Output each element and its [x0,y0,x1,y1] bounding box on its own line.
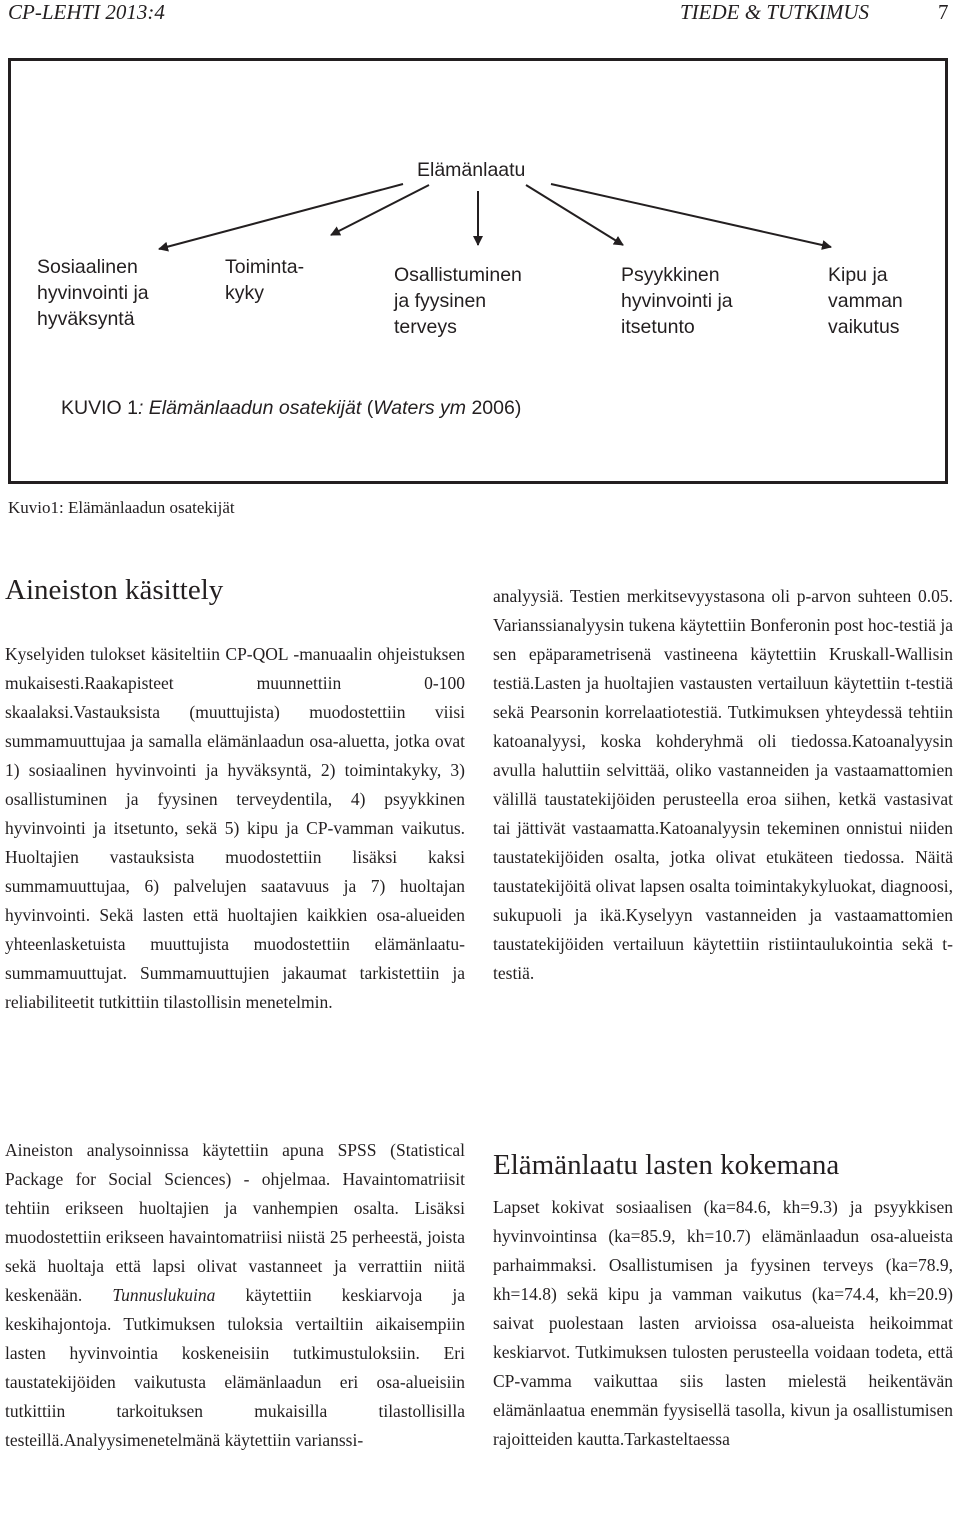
section-heading-elamanlaatu-lasten-kokemana: Elämänlaatu lasten kokemana [493,1149,840,1181]
figure-label: Kuvio1: Elämänlaadun osatekijät [8,498,235,517]
paragraph-left-1: Kyselyiden tulokset käsiteltiin CP-QOL -manuaalin ohjeistuksen mukaisesti.Raakapisteet muunnettiin 0-100 skaalaksi.Vastauksista (muuttujista) muodostettiin viisi summamuuttujaa ja samalla elämänlaadun osa-aluetta, jotka ovat 1) sosiaalinen hyvinvointi ja hyväksyntä, 2) toimintakyky, 3) osallistuminen ja fyysinen terveydentila, 4) psyykkinen hyvinvointi ja itsetunto, sekä 5) kipu ja CP-vamman vaikutus. Huoltajien vastauksista muodostettiin lisäksi kaksi summamuuttujaa, 6) palvelujen saatavuus ja 7) huoltajan hyvinvointi. Sekä lasten että huoltajien kaikkien osa-alueiden yhteenlasketuista muuttujista muodostettiin elämänlaatu-summamuuttujat. Summamuuttujien jakaumat tarkistettiin ja reliabiliteetit tutkittiin tilastollisin menetelmin. [5,644,465,1012]
diagram-node-sosiaalinen: Sosiaalinen hyvinvointi ja hyväksyntä [37,256,149,330]
arrow-to-psyykkinen [526,185,623,245]
paragraph-left-2: Aineiston analysoinnissa käytettiin apuna SPSS (Statistical Package for Social Sciences) - ohjelmaa. Havaintomatriisit tehtiin erikseen huoltajien ja vanhempien osalta. Lisäksi muodostettiin erikseen havaintomatriisi niistä 25 perheestä, joista sekä huoltaja että lapsi olivat vastanneet ja verrattiin niitä keskenään. Tunnuslukuina käytettiin keskiarvoja ja keskihajontoja. Tutkimuksen tuloksia vertailtiin aikaisempiin lasten hyvinvointia koskeneisiin tutkimustuloksiin. Eri taustatekijöiden vaikutusta elämänlaadun eri osa-alueisiin tutkittiin tarkoituksen mukaisilla tilastollisilla testeillä.Analyysimenetelmänä käytettiin varianssi- [5,1140,465,1450]
paragraph-right-2: Lapset kokivat sosiaalisen (ka=84.6, kh=9.3) ja psyykkisen hyvinvointinsa (ka=85.9, kh=10.7) elämänlaadun osa-alueista parhaimmaksi. Osallistumisen ja fyysinen terveys (ka=78.9, kh=14.8) sekä kipu ja vamman vaikutus (ka=74.4, kh=20.9) saivat puolestaan lasten arvioissa osa-alueista heikoimmat keskiarvot. Tutkimuksen tulosten perusteella voidaan todeta, että CP-vamma vaikuttaa siis lasten mielestä heikentävän elämänlaatua enemmän fyysisellä tasolla, kivun ja osallistumisen rajoitteiden kautta.Tarkasteltaessa [493,1197,953,1449]
diagram-node-psyykkinen: Psyykkinen hyvinvointi ja itsetunto [621,264,733,338]
diagram-node-kipu: Kipu ja vamman vaikutus [828,264,903,338]
arrow-to-kipu [551,184,831,247]
journal-issue: CP-LEHTI 2013:4 [8,0,165,24]
diagram-root-node: Elämänlaatu [417,159,526,181]
figure-caption: KUVIO 1: Elämänlaadun osatekijät (Waters ym 2006) [61,397,522,419]
arrow-to-toimintakyky [331,185,429,235]
running-head [0,0,960,30]
section-title: TIEDE & TUTKIMUS [680,0,870,24]
diagram-node-toimintakyky: Toiminta- kyky [225,256,305,304]
section-heading-aineiston-kasittely: Aineiston käsittely [5,574,224,606]
paragraph-right-1: analyysiä. Testien merkitsevyystasona oli p-arvon suhteen 0.05. Varianssianalyysin tukena käytettiin Bonferonin post hoc-testiä ja sen epäparametrisenä vastineena käytettiin Kruskall-Wallisin testiä.Lasten ja huoltajien vastausten vertailuun käytettiin t-testiä sekä Pearsonin korrelaatiotestiä. Tutkimuksen yhteydessä tehtiin katoanalyysi, koska kohderyhmä oli tiedossa.Katoanalyysin avulla haluttiin selvittää, oliko vastanneiden ja vastaamattomien välillä taustatekijöiden perusteella eroa siihen, ketkä vastasivat tai jättivät vastaamatta.Katoanalyysin tekeminen onnistui niiden taustatekijöiden osalta, jotka olivat etukäteen tiedossa. Näitä taustatekijöitä olivat lapsen osalta toimintakykyluokat, diagnoosi, sukupuoli ja ikä.Kyselyyn vastanneiden ja vastaamattomien taustatekijöiden vertailuun käytettiin ristiintaulukointia sekä t-testiä. [493,586,953,983]
figure-box [8,58,948,484]
page-number: 7 [938,0,949,24]
diagram-node-osallistuminen: Osallistuminen ja fyysinen terveys [394,264,522,338]
